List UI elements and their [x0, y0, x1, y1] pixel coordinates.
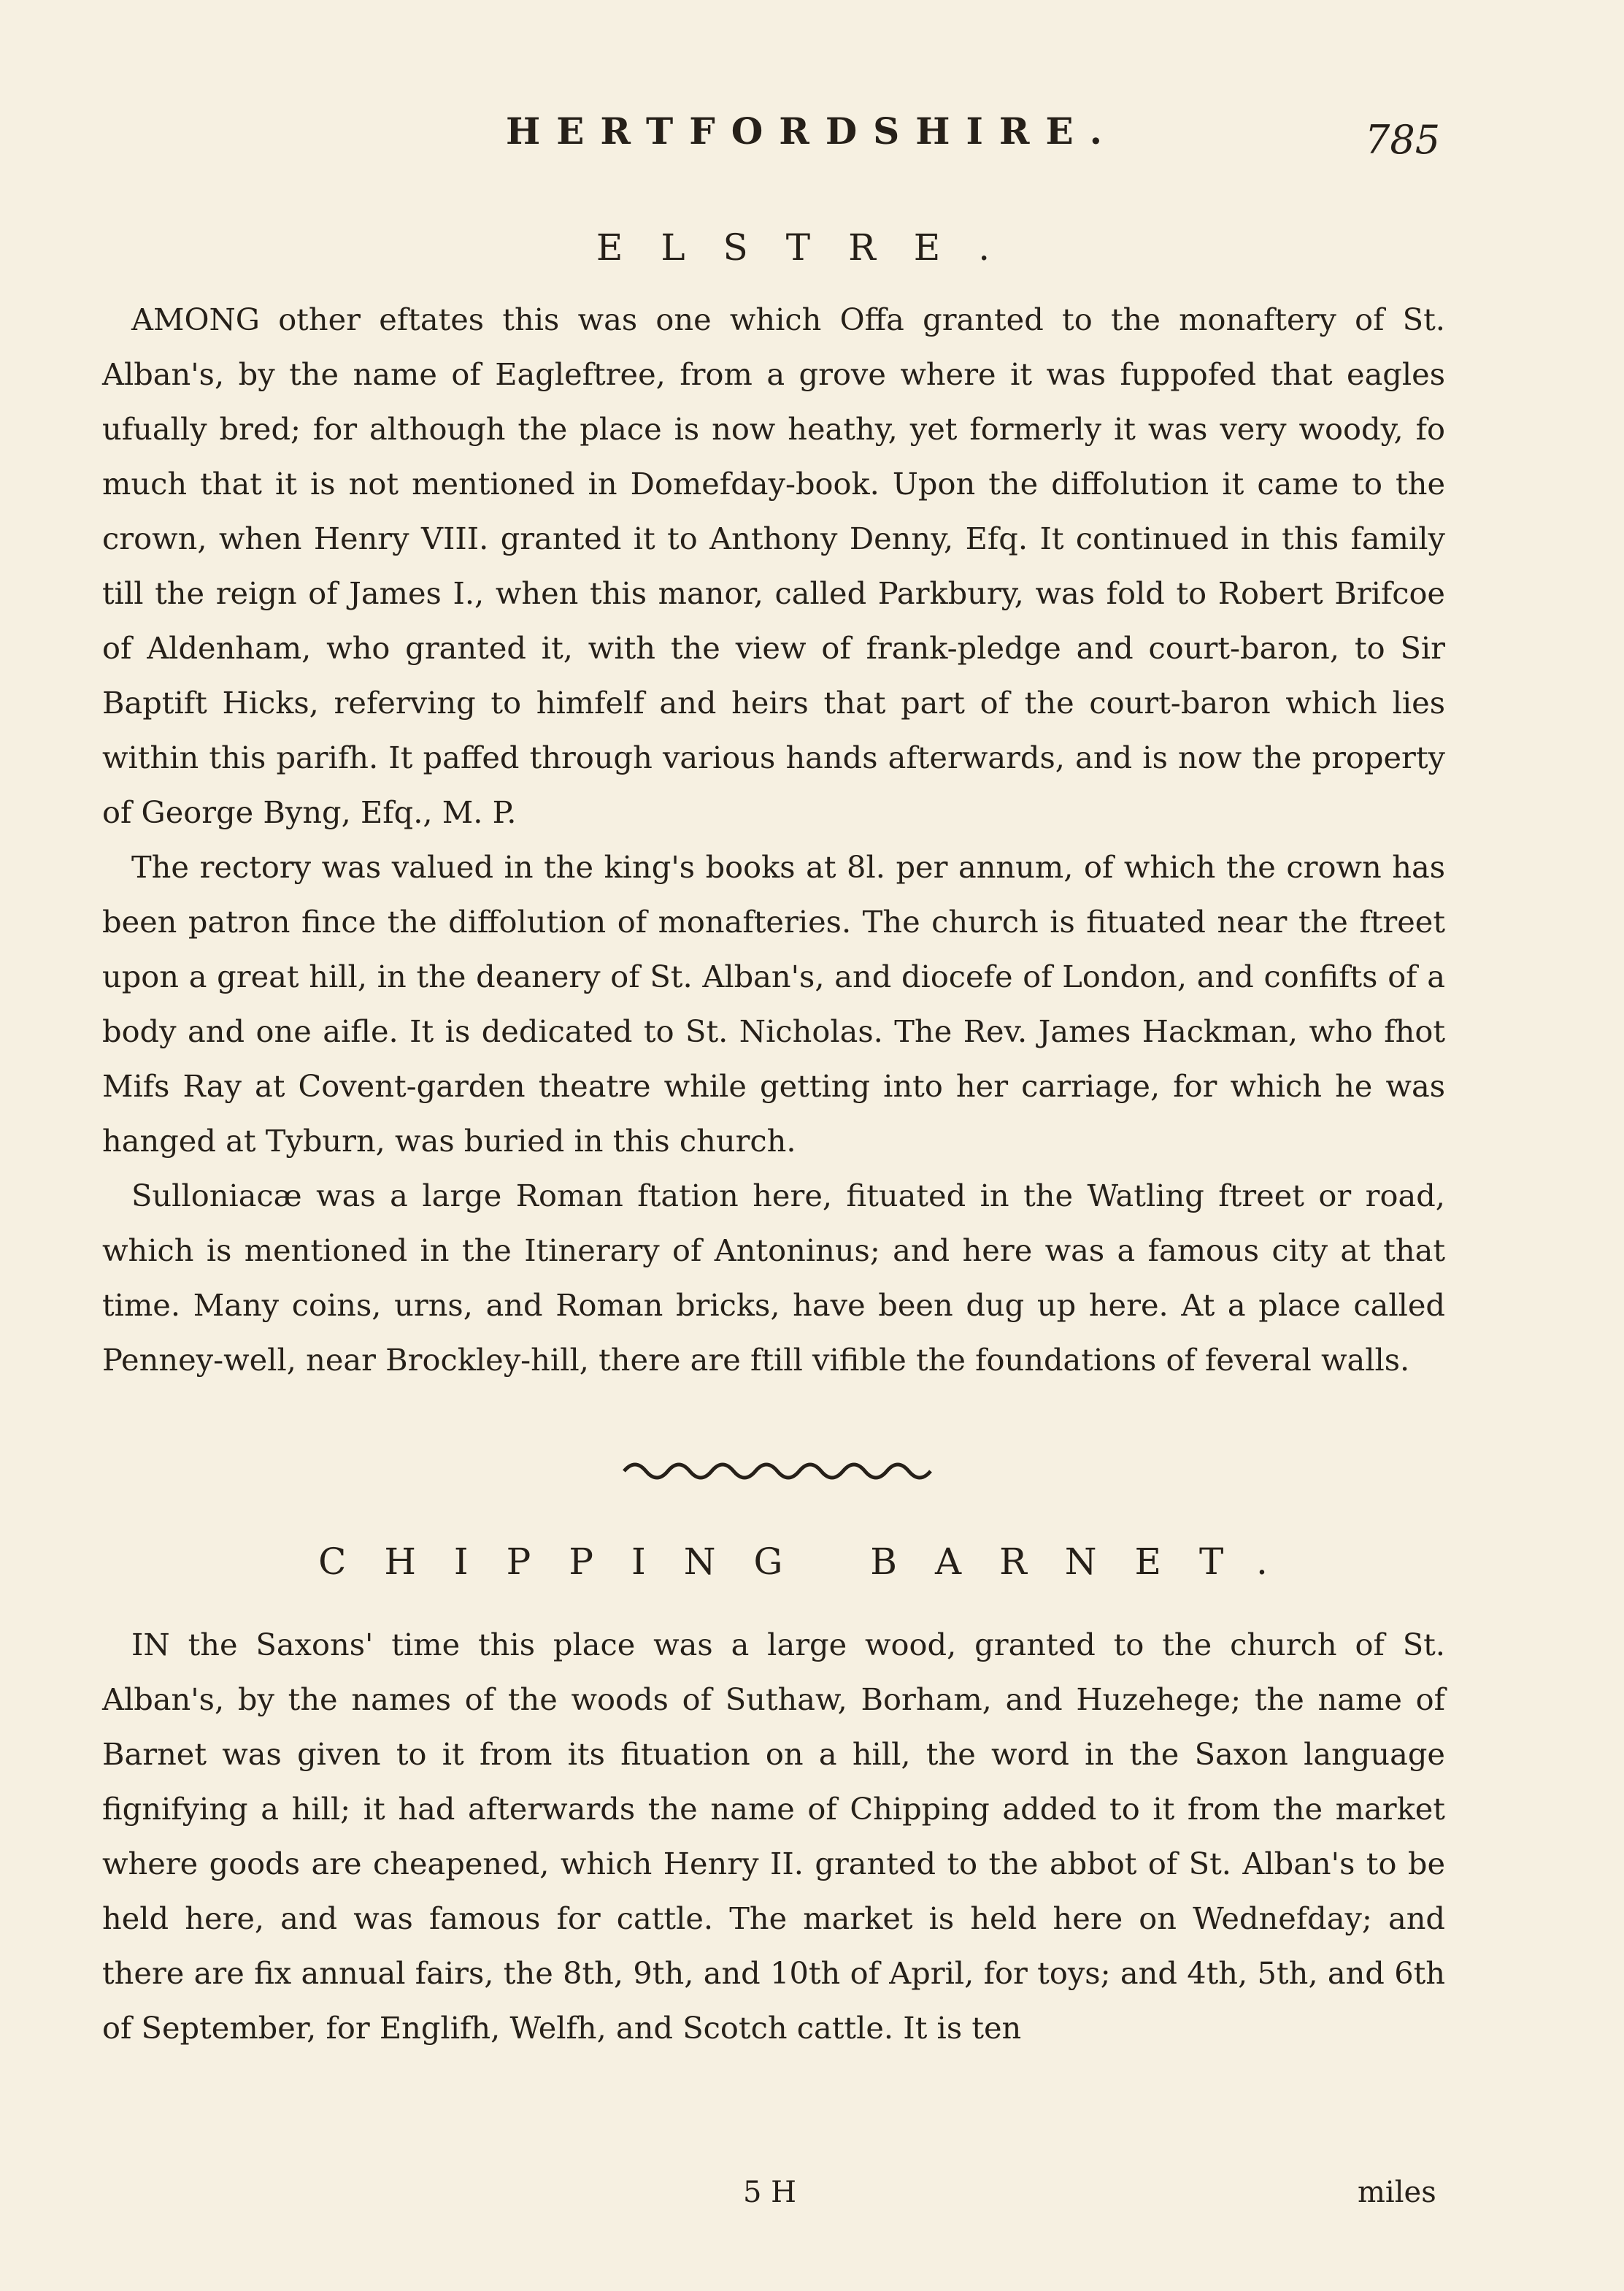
running-head: HERTFORDSHIRE. — [505, 110, 1118, 153]
signature-mark: 5 H — [743, 2176, 797, 2209]
wave-ornament — [620, 1453, 942, 1482]
page-number: 785 — [1365, 117, 1441, 163]
section-body-chipping-barnet — [102, 1617, 1445, 2055]
paragraph: IN the Saxons' time this place was a large wood, granted to the church of St. Alban's, by the names of the woods of Suthaw, Borham, and Huzehege; the name of Barnet was given to it from its fituation on a hill, the word in the Saxon language fignifying a hill; it had afterwards the name of Chipping added to it from the market where goods are cheapened, which Henry II. granted to the abbot of St. Alban's to be held here, and was famous for cattle. The market is held here on Wednefday; and there are fix annual fairs, the 8th, 9th, and 10th of April, for toys; and 4th, 5th, and 6th of September, for Englifh, Welfh, and Scotch cattle. It is ten — [102, 1627, 1445, 2046]
section-title-elstre: ELSTRE. — [596, 226, 1028, 269]
section-title-chipping-barnet: CHIPPING BARNET. — [318, 1540, 1306, 1583]
section-body-elstre — [102, 292, 1445, 1387]
paragraph: Sulloniacæ was a large Roman ftation here, fituated in the Watling ftreet or road, which is mentioned in the Itinerary of Antoninus; and here was a famous city at that time. Many coins, urns, and Roman bricks, have been dug up here. At a place called Penney-well, near Brockley-hill, there are ftill vifible the foundations of feveral walls. — [102, 1178, 1445, 1378]
paragraph: AMONG other eftates this was one which Offa granted to the monaftery of St. Alban's, by the name of Eagleftree, from a grove where it was fuppofed that eagles ufually bred; for although the place is now heathy, yet formerly it was very woody, fo much that it is not mentioned in Domefday-book. Upon the diffolution it came to the crown, when Henry VIII. granted it to Anthony Denny, Efq. It continued in this family till the reign of James I., when this manor, called Parkbury, was fold to Robert Brifcoe of Aldenham, who granted it, with the view of frank-pledge and court-baron, to Sir Baptift Hicks, referving to himfelf and heirs that part of the court-baron which lies within this parifh. It paffed through various hands afterwards, and is now the property of George Byng, Efq., M. P. — [102, 302, 1445, 830]
paragraph: The rectory was valued in the king's books at 8l. per annum, of which the crown has been patron fince the diffolution of monafteries. The church is fituated near the ftreet upon a great hill, in the deanery of St. Alban's, and diocefe of London, and confifts of a body and one aifle. It is dedicated to St. Nicholas. The Rev. James Hackman, who fhot Mifs Ray at Covent-garden theatre while getting into her carriage, for which he was hanged at Tyburn, was buried in this church. — [102, 849, 1445, 1159]
catchword: miles — [1358, 2176, 1436, 2209]
